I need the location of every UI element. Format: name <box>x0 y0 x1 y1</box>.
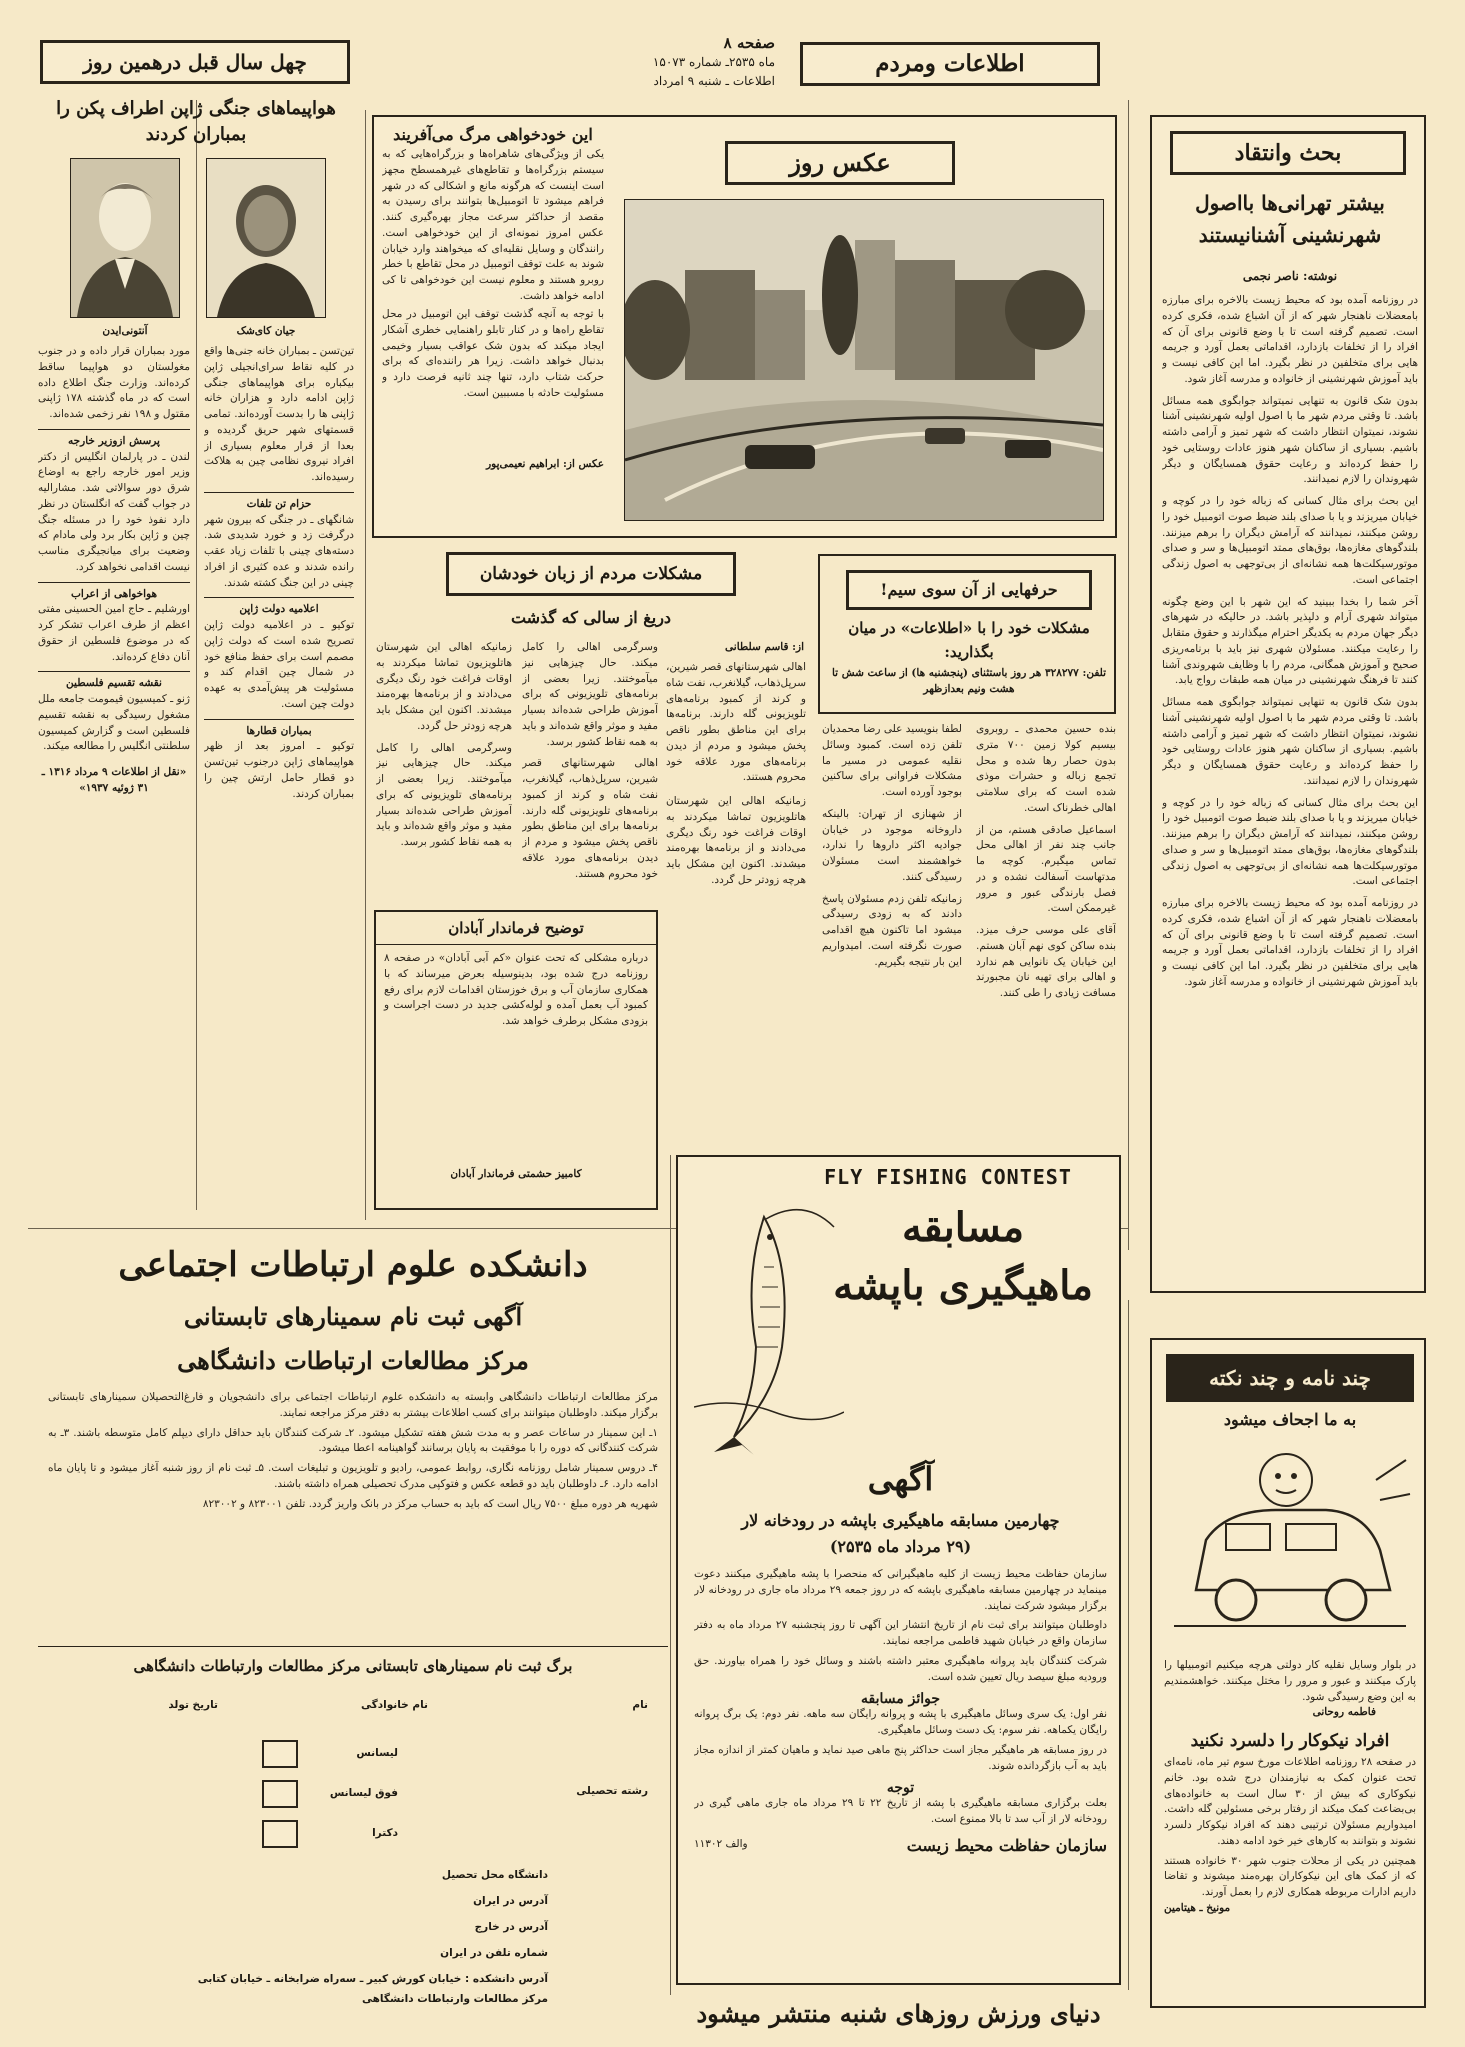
contest-english: FLY FISHING CONTEST <box>824 1165 1072 1189</box>
body-paragraph: وسرگرمی اهالی را کامل میکند. حال چیزهایی نیز میآموختند. زیرا بعضی از برنامه‌های تلویزیونی که برای آموزش طراحی شده‌اند بسیار مفید و موثر واقع شده‌اند و باید به همه نقاط کشور برسد. <box>522 641 658 748</box>
body-paragraph: در روزنامه آمده بود که محیط زیست بالاخره برای مبارزه بامعضلات ناهنجار شهر که از آن اشباع شده، فکری کرده است. تصمیم گرفته است تا با وضع قانونی برای آن که افراد را از تخلفات بازدارد، اقداماتی بعمل آورد و جریمه هایی برای متخلفین در نظر بگیرد. اما این کافی نیست و باید آموزش شهرنشینی از خانواده و مدرسه آغاز شود. <box>1162 897 1418 988</box>
university-body <box>48 1390 658 1630</box>
selfish-body: یکی از ویژگی‌های شاهراه‌ها و بزرگراه‌هایی که به سیستم بزرگراه‌ها و تقاطع‌های غیرهمسطح مجهز است اینست که هرگونه مانع و اشکالی که در شهر فراهم میشود تا اتومبیل‌ها بتوانند برای رسیدن به مقصد از حداکثر سرعت مجاز بهره‌گیری کنند. عکس امروز نمونه‌ای از این خودخواهی است. رانندگان و وسایل نقلیه‌ای که میخواهند وارد خیابان شوند به علت توقف اتومبیل در محل تقاطع با خطر روبرو هستند و معلوم نیست این خودخواهی تا کی ادامه خواهد داشت. <box>382 148 604 302</box>
university-sub1: آگهی ثبت نام سمینارهای تابستانی <box>183 1302 523 1331</box>
photo-chiang-kai-shek <box>206 158 326 318</box>
forty-years-col-left <box>38 344 190 1214</box>
body-paragraph: بدون شک قانون به تنهایی نمیتواند جوابگوی همه مسائل باشد. تا وقتی مردم شهر ما با اصول اولیه شهرنشینی آشنا نشوند، نمیتوان انتظار داشت که شهر تمیز و آرامی داشته باشیم. بسیاری از ساکنان شهر هنوز عادات روستایی خود را حفظ کرده‌اند و رعایت حقوق همسایگان و دیگر شهروندان را لازم نمیدانند. <box>1162 394 1418 486</box>
selfish-article <box>382 123 604 531</box>
body-paragraph: نفر اول: یک سری وسائل ماهیگیری با پشه و پروانه رایگان سه ماهه. نفر دوم: یک برگ پروانه رایگان یکماهه. نفر سوم: یک دست وسائل ماهیگیری. <box>694 1708 1107 1736</box>
letters-subtitle: دریغ از سالی که گذشت <box>510 608 672 627</box>
degree-label-2: فوق لیسانس <box>329 1787 398 1799</box>
body-paragraph: ۱ـ این سمینار در ساعات عصر و به مدت شش هفته تشکیل میشود. ۲ـ شرکت کنندگان باید حداقل دارای دیپلم کامل متوسطه باشند. ۳ـ به شرکت کنندگانی که دوره را با موفقیت به پایان برسانند گواهینامه اعطا میشود. <box>48 1426 658 1455</box>
subhead: بمباران قطارها <box>204 719 354 740</box>
fishing-headline: چهارمین مسابقه ماهیگیری باپشه در رودخانه لار <box>741 1511 1060 1530</box>
abadan-sign: کامبیز حشمتی فرماندار آبادان <box>450 1168 582 1180</box>
body-paragraph: زمانیکه اهالی این شهرستان هاتلویزیون تماشا میکردند به اوقات فراغت خود رنگ دیگری می‌دادند و از برنامه‌ها بهره‌مند میشدند. اکنون این مشکل باید هرچه زودتر حل گردد. <box>376 641 512 732</box>
subhead: اعلامیه دولت ژاپن <box>204 597 354 618</box>
degree-label-1: لیسانس <box>356 1747 398 1759</box>
debate-headline: بیشتر تهرانی‌ها بااصول شهرنشینی آشنانیستند <box>1195 191 1385 247</box>
body-paragraph: داوطلبان میتوانند برای ثبت نام از تاریخ انتشار این آگهی تا روز پنجشنبه ۲۷ مرداد ماه به دفتر سازمان واقع در خیابان شهید فاطمی مراجعه نمایند. <box>694 1619 1107 1647</box>
letters-title: مشکلات مردم از زبان خودشان <box>446 552 736 596</box>
degree-checkbox-1[interactable] <box>262 1740 298 1768</box>
body-paragraph: این بحث برای مثال کسانی که زباله خود را در کوچه و خیابان میریزند و یا با صدای بلند ضبط صوت اتومبیل خود را روشن میکنند، نمیدانند که آرامش دیگران را برهم میزنند. بلندگوهای مغازه‌ها، بوق‌های ممتد اتومبیل‌ها و سر و صدای موتورسیکلت‌ها همه نشانه‌ای از بی‌توجهی به اصول زندگی اجتماعی است. <box>1162 495 1418 586</box>
body-paragraph: توکیو ـ در اعلامیه دولت ژاپن تصریح شده است که دولت ژاپن مصمم است برای حفظ منافع خود در شمال چین اقدام کند و مسئولیت هر پیش‌آمدی به عهده دولت چین است. <box>204 619 354 710</box>
form-label-major: رشته تحصیلی <box>576 1785 648 1797</box>
form-field-phone[interactable]: شماره تلفن در ایران <box>440 1947 548 1959</box>
forty-years-col-right <box>204 344 354 1214</box>
debate-section <box>1150 115 1426 1293</box>
selfish-title: این خودخواهی مرگ می‌آفریند <box>393 125 593 144</box>
letters-col-right <box>666 660 806 1110</box>
fishing-ad <box>676 1155 1121 1985</box>
notes-badge: چند نامه و چند نکته <box>1166 1354 1414 1402</box>
photo-of-day-title: عکس روز <box>725 141 955 185</box>
registration-form <box>38 1688 668 2008</box>
ad-code: والف ۱۱۳۰۲ <box>694 1838 748 1851</box>
wire-item: زمانیکه تلفن زدم مسئولان پاسخ دادند که به زودی رسیدگی میشود اما تاکنون هیچ اقدامی صورت نگرفته است. امیدواریم این بار نتیجه بگیریم. <box>822 892 962 968</box>
issue-info: صفحه ۸ ماه ۲۵۳۵ـ شماره ۱۵۰۷۳ اطلاعات ـ شنبه ۹ امرداد <box>652 34 775 88</box>
fish-illustration <box>694 1207 844 1457</box>
wire-item: اسماعیل صادقی هستم، من از جانب چند نفر از اهالی محل تماس میگیرم. کوچه ما مدتهاست آسفالت نشده و در فصل بارندگی عبور و مرور غیرممکن است. <box>976 823 1116 915</box>
body-paragraph: آخر شما را بخدا ببینید که این شهر با این وضع چگونه میتواند شهری آرام و دلپذیر باشد. در حالیکه در شهرهای دیگر جهان مردم به یکدیگر احترام میگذارند و حقوق متقابل را رعایت میکنند. مسئولان شهری نیز باید با برنامه‌ریزی صحیح و آموزش همگانی، مردم را با وظایف شهروندی آشنا کنند تا فرهنگ شهرنشینی در میان همه طبقات رواج یابد. <box>1162 595 1418 687</box>
university-title: دانشکده علوم ارتباطات اجتماعی <box>118 1245 588 1285</box>
letters-author: از: قاسم سلطانی <box>725 641 804 653</box>
selfish-body-2: با توجه به آنچه گذشت توقف این اتومبیل در محل تقاطع راه‌ها و در کنار تابلو راهنمایی خطری آشکار ایجاد میکند که بدون شک عواقب بسیار وخیمی بدنبال خواهد داشت. زیرا هر راننده‌ای که برای حرکت شتاب دارد، تنها چند ثانیه فرصت دارد و مسئولیت حادثه با مسببین است. <box>382 308 604 399</box>
section-badge: اطلاعات ومردم <box>800 42 1100 86</box>
abadan-box <box>374 910 658 1210</box>
body-paragraph: در صفحه ۲۸ روزنامه اطلاعات مورخ سوم تیر ماه، نامه‌ای تحت عنوان کمک به نیازمندان درج شده بود. خانم نیکوکاری که بیش از ۳۰ سال است به خانواده‌های بی‌بضاعت کمک میکند از رفتار برخی مسئولین گله داشت. امیدواریم مسئولان ترتیبی دهند که افراد نیکوکار دلسرد نشوند و بتوانند به کارهای خیر خود ادامه دهند. <box>1164 1756 1416 1847</box>
wire-header-box <box>818 554 1116 714</box>
wire-item: لطفا بنویسید علی رضا محمدیان تلفن زده است. کمبود وسائل نقلیه عمومی در مسیر ما مشکلات فراوانی برای ساکنین بوجود آورده است. <box>822 723 962 798</box>
cartoon-car <box>1166 1440 1414 1650</box>
body-paragraph: بدون شک قانون به تنهایی نمیتواند جوابگوی همه مسائل باشد. تا وقتی مردم شهر ما با اصول اولیه شهرنشینی آشنا نشوند، نمیتوان انتظار داشت که شهر تمیز و آرامی داشته باشیم. بسیاری از ساکنان شهر هنوز عادات روستایی خود را حفظ کرده‌اند و رعایت حقوق همسایگان و دیگر شهروندان را لازم نمیدانند. <box>1162 696 1418 787</box>
wire-call: مشکلات خود را با «اطلاعات» در میان بگذارید: <box>848 619 1090 661</box>
subhead: حزام تن تلفات <box>204 492 354 513</box>
forty-years-footer: «نقل از اطلاعات ۹ مرداد ۱۳۱۶ ـ ۳۱ ژوئیه ۱۹۳۷» <box>41 766 187 794</box>
wire-col-right <box>976 722 1116 1212</box>
wire-item: بنده حسین محمدی ـ روبروی بیسیم کولا زمین ۷۰۰ متری بدون حصار رها شده و محل تجمع زباله و حشرات موذی شده است که برای سلامتی اهالی خطرناک است. <box>976 723 1116 814</box>
degree-checkbox-3[interactable] <box>262 1820 298 1848</box>
wire-section <box>818 552 1118 1222</box>
debate-badge: بحث وانتقاد <box>1170 131 1406 175</box>
body-paragraph: اهالی شهرستانهای قصر شیرین، سرپل‌ذهاب، گیلانغرب، نفت شاه و کرند از کمبود برنامه‌های تلویزیونی گله دارند. برنامه‌ها برای این مناطق بطور ناقص پخش میشود و مردم از دیدن برنامه‌های مورد علاقه خود محروم هستند. <box>666 661 806 784</box>
body-paragraph: همچنین در یکی از محلات جنوب شهر ۳۰ خانواده هستند که از کمک های این نیکوکاران بهره‌مند میشوند و تقاضا داریم ادارات مربوطه همکاری لازم را بعمل آورند. <box>1164 1854 1416 1898</box>
letters-col-mid <box>522 640 658 900</box>
form-label-family: نام خانوادگی <box>361 1699 428 1711</box>
body-paragraph: مرکز مطالعات ارتباطات دانشگاهی وابسته به دانشکده علوم ارتباطات اجتماعی برای دانشجویان و فارغ‌التحصیلان سمینارهای تابستانی برگزار میکند. داوطلبان میتوانند برای کسب اطلاعات بیشتر به دفتر مرکز مراجعه نمایند. <box>48 1391 658 1419</box>
body-paragraph: درباره مشکلی که تحت عنوان «کم آبی آبادان» در صفحه ۸ روزنامه درج شده بود، بدینوسیله بعرض میرساند که با همکاری سازمان آب و برق خوزستان اقدامات لازم برای رفع کمبود آب بعمل آمده و لوله‌کشی جدید در دست اجراست و بزودی مشکل برطرف خواهد شد. <box>384 952 648 1027</box>
notes-tagline: به ما اجحاف میشود <box>1223 1410 1357 1429</box>
body-paragraph: در روز مسابقه هر ماهیگیر مجاز است حداکثر پنج ماهی صید نماید و ماهیان کمتر از اندازه مجاز باید به آب بازگردانده شوند. <box>694 1743 1107 1772</box>
wire-item: آقای علی موسی حرف میزد. بنده ساکن کوی نهم آبان هستم. این خیابان یک نانوایی هم ندارد و اهالی برای تهیه نان مجبورند مسافت زیادی را طی کنند. <box>976 924 1116 999</box>
note-signer: فاطمه روحانی <box>1312 1706 1376 1719</box>
university-address: آدرس دانشکده : خیابان کورش کبیر ـ سه‌راه ضرابخانه ـ خیابان کتابی <box>197 1973 548 1985</box>
body-paragraph: ۴ـ دروس سمینار شامل روزنامه نگاری، روابط عمومی، رادیو و تلویزیون و تبلیغات است. ۵ـ ثبت نام از روز شنبه آغاز میشود و تا پایان ماه ادامه دارد. ۶ـ داوطلبان باید دو قطعه عکس و فتوکپی مدرک تحصیلی همراه داشته باشند. <box>48 1462 658 1490</box>
forty-years-section <box>36 40 356 1220</box>
letters-col-left <box>376 640 512 900</box>
abadan-subhead: توضیح فرماندار آبادان <box>376 912 656 945</box>
photo-of-day-image <box>624 199 1104 521</box>
body-paragraph: سازمان حفاظت محیط زیست از کلیه ماهیگیرانی که منحصرا با پشه ماهیگیری میکنند دعوت مینماید در چهارمین مسابقه ماهیگیری باپشه که در روز جمعه ۲۹ مرداد ماه جاری در رودخانه لار برگزار میشود شرکت نمایند. <box>694 1568 1107 1612</box>
body-paragraph: زمانیکه اهالی این شهرستان هاتلویزیون تماشا میکردند به اوقات فراغت خود رنگ دیگری می‌دادند و از برنامه‌ها بهره‌مند میشدند. اکنون این مشکل باید هرچه زودتر حل گردد. <box>666 795 806 886</box>
fishing-org: سازمان حفاظت محیط زیست <box>906 1835 1107 1855</box>
fishing-date: (۲۹ مرداد ماه ۲۵۳۵) <box>829 1537 972 1556</box>
fishing-notice: آگهی <box>867 1460 934 1498</box>
wire-col-left <box>822 722 962 1212</box>
sports-footer: دنیای ورزش روزهای شنبه منتشر میشود <box>696 1999 1101 2028</box>
forty-years-headline: هواپیماهای جنگی ژاپن اطراف پکن را بمباران کردند <box>56 98 336 145</box>
caption-eden: آنتونی‌ایدن <box>102 325 148 337</box>
subhead: پرسش ازوزیر خارجه <box>38 429 190 450</box>
body-paragraph: ژنو ـ کمیسیون قیمومت جامعه ملل مشغول رسیدگی به نقشه تقسیم فلسطین است و گزارش کمیسیون سلطنتی انگلیس را مطالعه میکند. <box>38 693 190 753</box>
note-title: توجه <box>886 1780 915 1797</box>
body-paragraph: تین‌تسن ـ بمباران خانه جنی‌ها واقع در کلیه نقاط سرای‌انجیلی ژاپن بیکباره برای هواپیماهای جنگی ژاپن ادامه دارد و هزاران خانه ژاپنی ها را بدست آورده‌اند. تمامی قسمتهای شهر حریق گردیده و بعدا از قرار معلوم بسیاری از افراد نیروی نظامی چین به هلاکت رسیده‌اند. <box>204 345 354 483</box>
forty-years-badge: چهل سال قبل درهمین روز <box>40 40 350 84</box>
photo-anthony-eden <box>70 158 180 318</box>
wire-phone: تلفن: ۳۲۸۲۷۷ هر روز باستثنای (پنجشنبه ها) از ساعت شش تا هشت ونیم بعدازظهر <box>831 667 1107 695</box>
photo-of-day-box <box>372 115 1117 538</box>
photo-credit: عکس از: ابراهیم نعیمی‌پور <box>486 458 604 470</box>
form-label-name: نام <box>632 1699 648 1711</box>
notes-body <box>1164 1658 1416 1998</box>
subhead: نقشه تقسیم فلسطین <box>38 671 190 692</box>
body-paragraph: شانگهای ـ در جنگی که بیرون شهر درگرفت زد و خورد شدیدی شد. دسته‌های چینی با تلفات زیاد عقب رانده شدند و عده کثیری از افراد چینی در این جنگ کشته شدند. <box>204 513 354 589</box>
body-paragraph: این بحث برای مثال کسانی که زباله خود را در کوچه و خیابان میریزند و یا با صدای بلند ضبط صوت اتومبیل خود را روشن میکنند، نمیدانند که آرامش دیگران را برهم میزنند. بلندگوهای مغازه‌ها، بوق‌های ممتد اتومبیل‌ها و سر و صدای موتورسیکلت‌ها همه نشانه‌ای از بی‌توجهی به اصول زندگی اجتماعی است. <box>1162 796 1418 888</box>
body-paragraph: شرکت کنندگان باید پروانه ماهیگیری معتبر داشته باشند و وسائل خود را همراه بیاورند. حق ورودیه مبلغ سیصد ریال تعیین شده است. <box>694 1654 1107 1683</box>
university-sub2: مرکز مطالعات ارتباطات دانشگاهی <box>177 1346 529 1375</box>
fishing-title: مسابقه ماهیگیری باپشه <box>833 1204 1093 1309</box>
body-paragraph: لندن ـ در پارلمان انگلیس از دکتر وزیر امور خارجه راجع به اوضاع شرق دور سوالاتی شد. مشارالیه در جواب گفت که انگلستان در نظر دارد نفوذ خود را در مسئله جنگ چین و ژاپن بکار برد ولی مادام که وضعیت برای میانجیگری مناسب نیست اقدامی نخواهد کرد. <box>38 450 190 573</box>
caption-chiang: جیان کای‌شک <box>236 325 296 337</box>
note-signer-2: مونیخ ـ هیتامین <box>1164 1901 1231 1914</box>
form-field-university[interactable]: دانشگاه محل تحصیل <box>441 1869 548 1881</box>
body-paragraph: شهریه هر دوره مبلغ ۷۵۰۰ ریال است که باید به حساب مرکز در بانک واریز گردد. تلفن ۸۲۳۰۰۱ و ۸۲۳۰۰۲ <box>202 1497 658 1510</box>
wire-item: از شهنازی از تهران: بالینکه داروخانه موجود در خیابان جوادیه اکثر داروها را ندارد، خواهشمند است مسئولان رسیدگی کنند. <box>822 807 962 883</box>
university-center: مرکز مطالعات وارتباطات دانشگاهی <box>362 1993 548 2005</box>
notes-section <box>1150 1338 1426 2008</box>
form-field-address-iran[interactable]: آدرس در ایران <box>473 1895 548 1907</box>
body-paragraph: اورشلیم ـ حاج امین الحسینی مفتی اعظم از طرف اعراب تشکر کرد که در موضوع فلسطین از حقوق آنان دفاع کرده‌اند. <box>38 603 190 663</box>
body-paragraph: بعلت برگزاری مسابقه ماهیگیری با پشه از تاریخ ۲۲ تا ۲۹ مرداد ماه جاری ماهی گیری در رودخانه لار از آب سد تا بالا ممنوع است. <box>694 1797 1107 1825</box>
form-field-address-abroad[interactable]: آدرس در خارج <box>474 1921 548 1933</box>
wire-title: حرفهایی از آن سوی سیم! <box>846 570 1092 610</box>
body-paragraph: در روزنامه آمده بود که محیط زیست بالاخره برای مبارزه بامعضلات ناهنجار شهر که از آن اشباع شده، فکری کرده است. تصمیم گرفته است تا با وضع قانونی برای آن که افراد را از تخلفات بازدارد، اقداماتی بعمل آورد و جریمه هایی برای متخلفین در نظر بگیرد. اما این کافی نیست و باید آموزش شهرنشینی از خانواده و مدرسه آغاز شود. <box>1162 294 1418 385</box>
subhead: هواخواهی از اعراب <box>38 582 190 603</box>
form-label-birth: تاریخ تولد <box>168 1699 218 1711</box>
degree-checkbox-2[interactable] <box>262 1780 298 1808</box>
body-paragraph: توکیو ـ امروز بعد از ظهر هواپیماهای ژاپن درجنوب تین‌تسن دو قطار حامل ارتش چین را بمباران کردند. <box>204 740 354 800</box>
body-paragraph: در بلوار وسایل نقلیه کار دولتی هرچه میکنیم اتومبیلها را پارک میکنند و عبور و مرور را مختل میکنند. خواهشمندیم به این وضع رسیدگی شود. <box>1164 1659 1416 1703</box>
body-paragraph: مورد بمباران قرار داده و در جنوب مغولستان دو هواپیما ساقط کرده‌اند. وزارت جنگ اطلاع داده است که در ماه گذشته ۱۷۸ ژاپنی مقتول و ۱۹۸ نفر زخمی شده‌اند. <box>38 345 190 420</box>
notes-headline-2: افراد نیکوکار را دلسرد نکنید <box>1190 1731 1390 1751</box>
debate-author: نوشته: ناصر نجمی <box>1242 269 1338 283</box>
university-ad <box>38 1238 668 2008</box>
body-paragraph: وسرگرمی اهالی را کامل میکند. حال چیزهایی نیز میآموختند. زیرا بعضی از برنامه‌های تلویزیونی که برای آموزش طراحی شده‌اند بسیار مفید و موثر واقع شده‌اند و باید به همه نقاط کشور برسد. <box>376 741 512 848</box>
debate-body <box>1162 293 1418 1283</box>
prize-title: جوائز مسابقه <box>860 1691 940 1708</box>
letters-section <box>372 552 810 1222</box>
fishing-body <box>694 1567 1107 1977</box>
form-title: برگ ثبت نام سمینارهای تابستانی مرکز مطالعات وارتباطات دانشگاهی <box>38 1646 668 1675</box>
body-paragraph: اهالی شهرستانهای قصر شیرین، سرپل‌ذهاب، گیلانغرب، نفت شاه و کرند از کمبود برنامه‌های تلویزیونی گله دارند. برنامه‌ها برای این مناطق بطور ناقص پخش میشود و مردم از دیدن برنامه‌های مورد علاقه خود محروم هستند. <box>522 757 658 880</box>
degree-label-3: دکترا <box>372 1827 398 1839</box>
